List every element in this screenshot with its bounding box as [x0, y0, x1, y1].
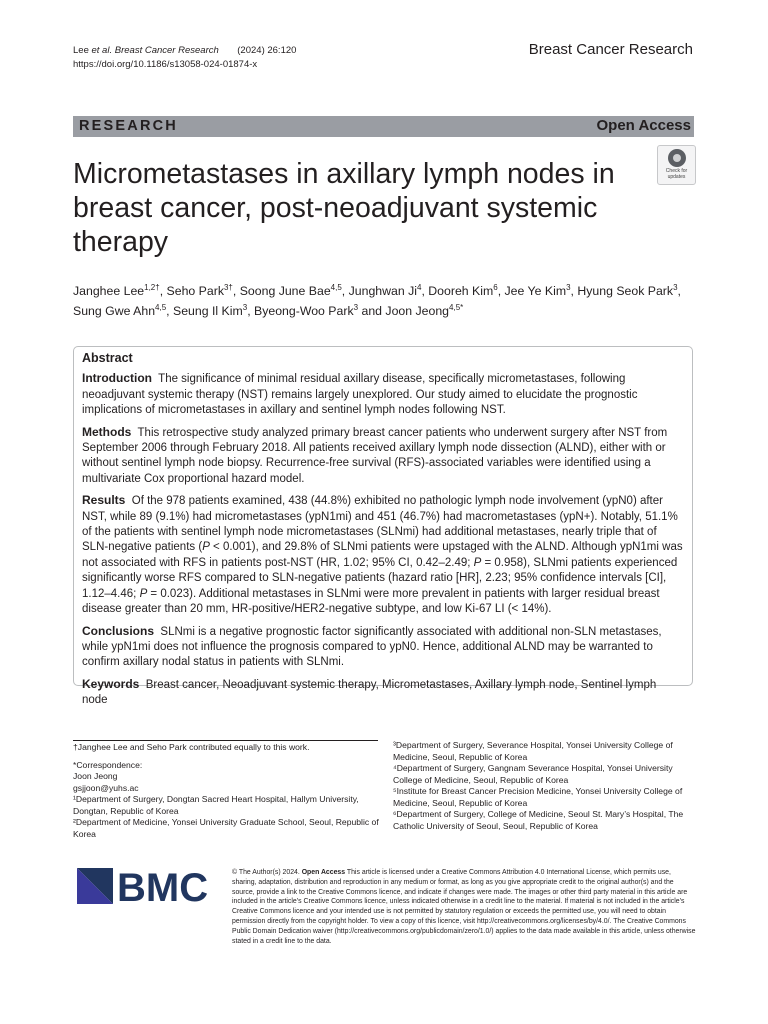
- p-symbol: P: [139, 587, 148, 600]
- abstract-results: [82, 493, 684, 617]
- author-name[interactable]: Dooreh Kim: [428, 284, 494, 298]
- author-name[interactable]: Janghee Lee: [73, 284, 145, 298]
- author-name[interactable]: Byeong-Woo Park: [254, 304, 354, 318]
- methods-text: This retrospective study analyzed primary breast cancer patients who underwent surgery after NST from September 2006 through February 2018. All patients received axillary lymph node dissection (ALND), either with or without sentinel lymph node biopsy. Recurrence-free survival (RFS)-associated variables were identified using a multivariate Cox proportional hazard model.: [82, 426, 668, 485]
- section-label: RESEARCH: [79, 118, 178, 134]
- author-name[interactable]: Seung Il Kim: [173, 304, 243, 318]
- author-affiliation-marker: 3: [242, 302, 248, 312]
- author-affiliation-marker: 3: [566, 282, 571, 292]
- citation-year: (2024) 26:120: [237, 45, 297, 56]
- author-affiliation-marker: 3: [353, 302, 359, 312]
- abstract-keywords: [82, 677, 684, 709]
- abstract-box: [73, 346, 693, 707]
- author-name[interactable]: Sung Gwe Ahn: [73, 304, 156, 318]
- footnotes-left: [73, 742, 383, 840]
- p-symbol: P: [473, 556, 482, 569]
- badge-line1: Check for: [665, 168, 688, 174]
- author-affiliation-marker: 4: [417, 282, 422, 292]
- introduction-text: The significance of minimal residual axillary disease, specifically micrometastases, following neoadjuvant systemic therapy (NST) remains largely unexplored. Our study aimed to elucidate the prognostic implications of micrometastases in axillary and sentinel lymph nodes following NST.: [82, 373, 638, 417]
- methods-label: Methods: [82, 424, 132, 439]
- bmc-logo: [77, 866, 217, 906]
- conclusions-label: Conclusions: [82, 623, 155, 638]
- footnotes-right: [393, 740, 699, 832]
- affiliation-1: ¹Department of Surgery, Dongtan Sacred Heart Hospital, Hallym University, Dongtan, Republic of Korea: [73, 794, 359, 816]
- abstract-conclusions: [82, 624, 684, 671]
- article-title: Micrometastases in axillary lymph nodes in breast cancer, post-neoadjuvant systemic therapy: [73, 158, 615, 258]
- p-symbol: P: [202, 541, 210, 554]
- keywords-text: Breast cancer, Neoadjuvant systemic therapy, Micrometastases, Axillary lymph node, Sentinel lymph node: [82, 678, 657, 707]
- journal-name: Breast Cancer Research: [528, 41, 693, 58]
- author-name[interactable]: Junghwan Ji: [348, 284, 417, 298]
- author-affiliation-marker: 3†: [223, 282, 233, 292]
- introduction-label: Introduction: [82, 371, 152, 386]
- author-affiliation-marker: 4,5*: [449, 302, 464, 312]
- results-label: Results: [82, 493, 126, 508]
- correspondence-label: *Correspondence:: [73, 759, 143, 770]
- author-affiliation-marker: 1,2†: [144, 282, 160, 292]
- author-affiliation-marker: 4,5: [155, 302, 167, 312]
- license-link-by[interactable]: http://creativecommons.org/licenses/by/4.0/: [476, 917, 610, 925]
- license-prefix: © The Author(s) 2024.: [232, 869, 302, 876]
- author-name[interactable]: Joon Jeong: [385, 304, 450, 318]
- author-affiliation-marker: 6: [493, 282, 498, 292]
- license-text-a: This article is licensed under a Creative Commons Attribution 4.0 International License, which permits use, sharing, adaptation, distribution and reproduction in any medium or format, as long as you give appropriate credit to the original author(s) and the source, provide a link to the Creative Commons licence, and indicate if changes were made. The images or other third party material in this article are included in the article’s Creative Commons licence, unless indicated otherwise in a credit line to the material. If material is not included in the article’s Creative Commons licence and your intended use is not permitted by statutory regulation or exceeds the permitted use, you will need to obtain permission directly from the copyright holder. To view a copy of this licence, visit: [232, 869, 688, 925]
- affiliation-2: ²Department of Medicine, Yonsei University Graduate School, Seoul, Republic of Korea: [73, 817, 379, 839]
- license-text-c: ) applies to the data made available in this article, unless otherwise stated in a credit line to the data.: [232, 927, 696, 945]
- footnote-divider: [73, 740, 378, 741]
- author-name[interactable]: Hyung Seok Park: [577, 284, 674, 298]
- affiliation-6: ⁶Department of Surgery, College of Medicine, Seoul St. Mary’s Hospital, The Catholic University of Seoul, Seoul, Republic of Korea: [393, 809, 684, 831]
- author-name[interactable]: Soong June Bae: [239, 284, 331, 298]
- results-text-a: Of the 978 patients examined, 438 (44.8%) exhibited no pathologic lymph node involvement (ypN0) after NST, while 89 (9.1%) had micrometastases (ypN1mi) and 451 (46.7%) had macrometastases (ypN+). Notably, 51.1% of the patients with sentinel lymph node micrometastases (SLNmi) had additional metastases, nearly triple that of SLN-negative patients (: [82, 495, 678, 554]
- citation-authors: Lee: [73, 45, 92, 56]
- results-text-d: = 0.023). Additional metastases in SLNmi were more prevalent in patients with larger residual breast disease greater than 20 mm, HR-positive/HER2-negative subtype, and low Ki-67 LI (< 14%).: [82, 587, 660, 616]
- authors-and: and: [358, 304, 386, 318]
- author-name[interactable]: Jee Ye Kim: [504, 284, 567, 298]
- badge-line2: updates: [667, 174, 686, 180]
- equal-contribution-note: †Janghee Lee and Seho Park contributed equally to this work.: [73, 742, 310, 752]
- author-affiliation-marker: 4,5: [330, 282, 342, 292]
- affiliation-3: ³Department of Surgery, Severance Hospital, Yonsei University College of Medicine, Seoul, Republic of Korea: [393, 740, 673, 762]
- abstract-heading: Abstract: [82, 351, 133, 365]
- correspondence-email[interactable]: gsjjoon@yuhs.ac: [73, 782, 139, 793]
- license-text-b: . The Creative Commons Public Domain Dedication waiver (: [232, 917, 686, 935]
- citation-journal: Breast Cancer Research: [114, 45, 219, 56]
- author-list: Janghee Lee$^{1,2\dagger}$, Seho Park$^{3\dagger}$, Soong June Bae$^{4,5}$, Junghwan Ji$^4$, Dooreh Kim$^6$, Jee Ye Kim$^3$, Hyung Seok Park$^3$, Sung Gwe Ahn$^{4,5}$, Seung Il Kim$^3$, Byeong-Woo Park$^3$ and Joon Jeong$^{4,5*}$: [73, 282, 681, 318]
- check-updates-icon: [668, 149, 686, 167]
- abstract-introduction: [82, 371, 684, 418]
- license-text: [232, 868, 696, 946]
- citation-header: [73, 44, 296, 72]
- results-text-b: < 0.001), and 29.8% of SLNmi patients were upstaged with the ALND. Although ypN1mi was not associated with RFS in patients post-NST (HR, 1.02; 95% CI, 0.42–2.49;: [82, 541, 683, 569]
- correspondence-name: Joon Jeong: [73, 771, 118, 781]
- author-affiliation-marker: 3: [673, 282, 678, 292]
- keywords-label: Keywords: [82, 676, 140, 691]
- author-name[interactable]: Seho Park: [166, 284, 224, 298]
- affiliation-4: ⁴Department of Surgery, Gangnam Severance Hospital, Yonsei University College of Medicine, Seoul, Republic of Korea: [393, 763, 673, 785]
- license-link-zero[interactable]: http://creativecommons.org/publicdomain/zero/1.0/: [336, 927, 492, 935]
- doi-link[interactable]: https://doi.org/10.1186/s13058-024-01874-x: [73, 59, 258, 70]
- section-banner: [73, 116, 694, 137]
- abstract-methods: [82, 425, 684, 488]
- citation-etal: et al.: [91, 45, 113, 56]
- open-access-label: Open Access: [596, 117, 691, 134]
- affiliation-5: ⁵Institute for Breast Cancer Precision Medicine, Yonsei University College of Medicine, Seoul, Republic of Korea: [393, 786, 683, 808]
- license-open-access: Open Access: [301, 869, 346, 876]
- conclusions-text: SLNmi is a negative prognostic factor significantly associated with additional non-SLN metastases, while ypN1mi does not influence the prognosis compared to ypN0. Hence, additional ALND may be warranted to confirm axillary nodal status in patients with SLNmi.: [82, 625, 662, 669]
- results-text-c: = 0.958), SLNmi patients experienced significantly worse RFS compared to SLN-negative patients (hazard ratio [HR], 2.23; 95% confidence intervals [CI], 1.12–4.46;: [82, 556, 678, 600]
- bmc-logo-text: BMC: [117, 866, 209, 906]
